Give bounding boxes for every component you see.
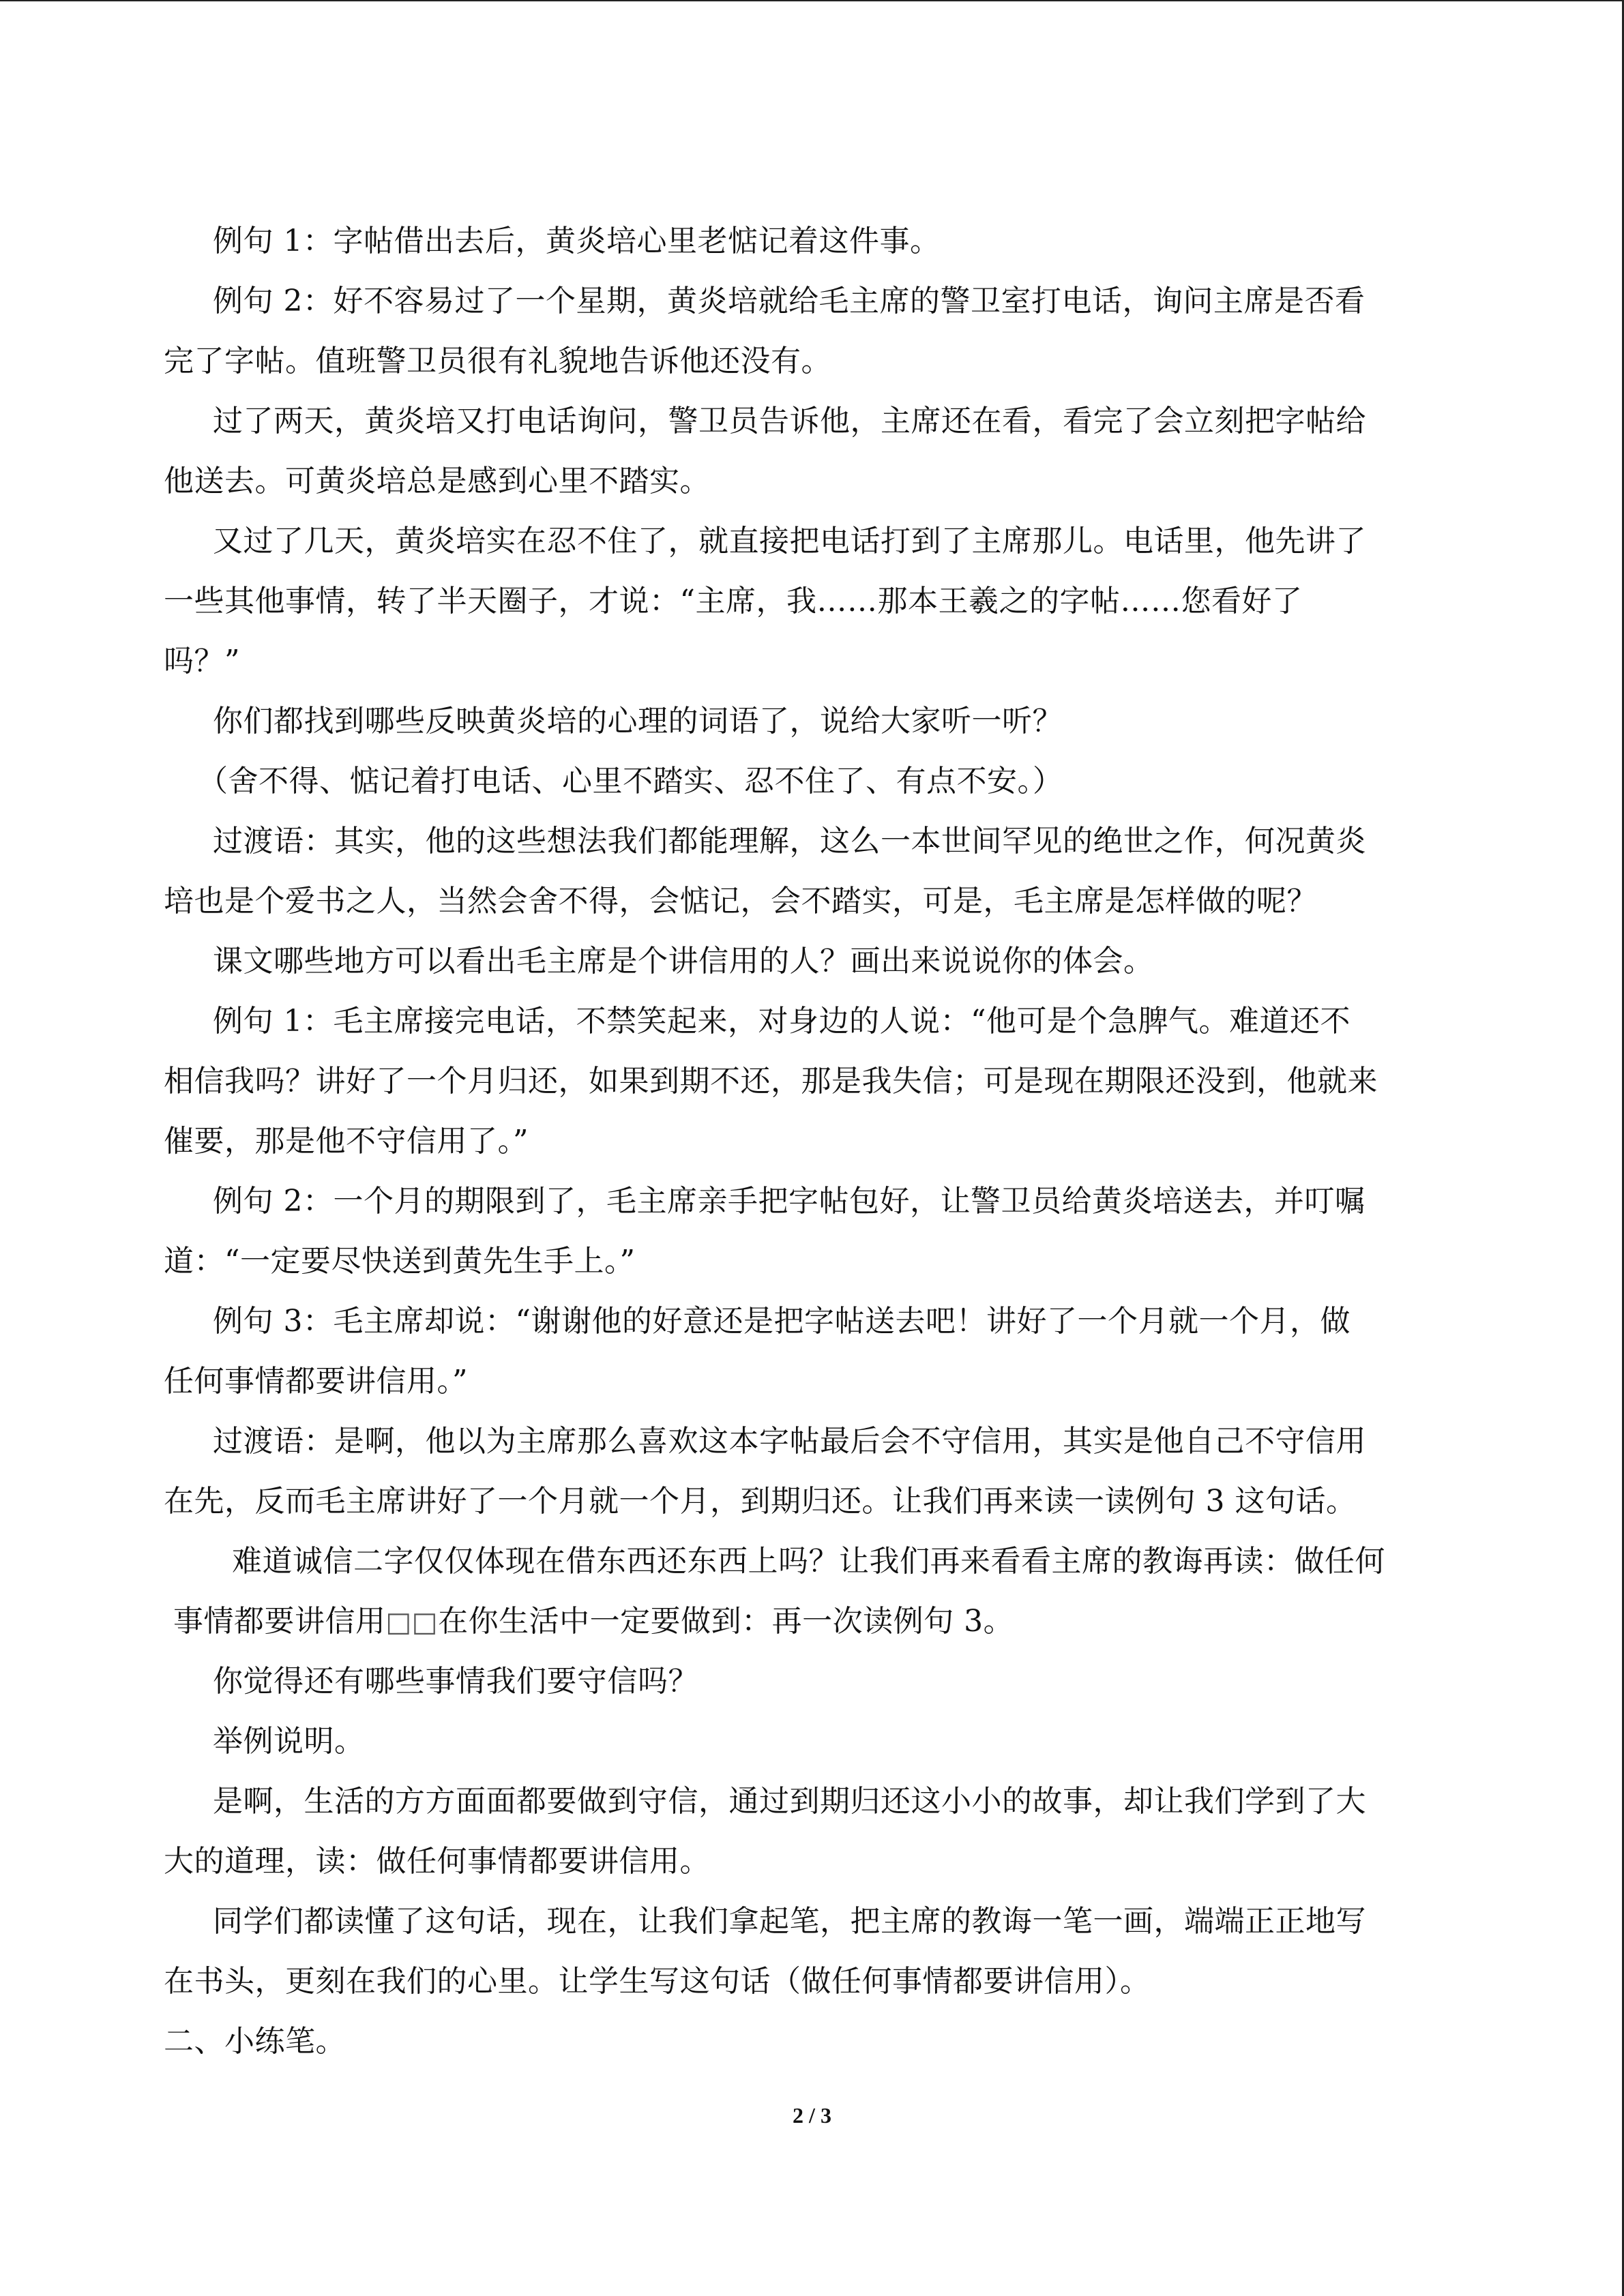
paragraph-line: 例句 1：字帖借出去后，黄炎培心里老惦记着这件事。 <box>213 224 941 258</box>
paragraph-line: 难道诚信二字仅仅体现在借东西还东西上吗？让我们再来看看主席的教诲再读：做任何 <box>232 1544 1385 1579</box>
paragraph-line: 同学们都读懂了这句话，现在，让我们拿起笔，把主席的教诲一笔一画，端端正正地写 <box>213 1904 1366 1939</box>
paragraph-line: 例句 1：毛主席接完电话，不禁笑起来，对身边的人说：“他可是个急脾气。难道还不 <box>213 1004 1350 1039</box>
paragraph-line: 在先，反而毛主席讲好了一个月就一个月，到期归还。让我们再来读一读例句 3 这句话。 <box>164 1484 1357 1519</box>
paragraph-line: 道：“一定要尽快送到黄先生手上。” <box>164 1244 636 1279</box>
paragraph-line: 他送去。可黄炎培总是感到心里不踏实。 <box>164 464 710 498</box>
paragraph-line: 例句 2：一个月的期限到了，毛主席亲手把字帖包好，让警卫员给黄炎培送去，并叮嘱 <box>213 1184 1365 1219</box>
paragraph-text: 事情都要讲信用 <box>173 1604 386 1639</box>
paragraph-line: 一些其他事情，转了半天圈子，才说：“主席，我……那本王羲之的字帖……您看好了 <box>164 584 1303 618</box>
paragraph-line: 相信我吗？讲好了一个月归还，如果到期不还，那是我失信；可是现在期限还没到，他就来 <box>164 1064 1378 1099</box>
paragraph-line: 例句 3：毛主席却说：“谢谢他的好意还是把字帖送去吧！讲好了一个月就一个月，做 <box>213 1304 1350 1339</box>
paragraph-line <box>164 1592 1473 1652</box>
paragraph-line: 完了字帖。值班警卫员很有礼貌地告诉他还没有。 <box>164 344 831 378</box>
paragraph-line: 过渡语：其实，他的这些想法我们都能理解，这么一本世间罕见的绝世之作，何况黄炎 <box>213 824 1366 859</box>
paragraph-line: 你们都找到哪些反映黄炎培的心理的词语了，说给大家听一听？ <box>213 704 1063 739</box>
page-top-border <box>0 0 1624 1</box>
paragraph-line: 过了两天，黄炎培又打电话询问，警卫员告诉他，主席还在看，看完了会立刻把字帖给 <box>213 404 1366 438</box>
section-heading: 二、小练笔。 <box>164 2024 346 2059</box>
paragraph-line: 例句 2：好不容易过了一个星期，黄炎培就给毛主席的警卫室打电话，询问主席是否看 <box>213 284 1365 318</box>
paragraph-line: 任何事情都要讲信用。” <box>164 1364 468 1399</box>
paragraph-line: 吗？” <box>164 644 240 679</box>
paragraph-text: 在你生活中一定要做到：再一次读例句 3。 <box>438 1604 1014 1639</box>
paragraph-line: 过渡语：是啊，他以为主席那么喜欢这本字帖最后会不守信用，其实是他自己不守信用 <box>213 1424 1366 1459</box>
paragraph-line: 催要，那是他不守信用了。” <box>164 1124 529 1159</box>
paragraph-line: 课文哪些地方可以看出毛主席是个讲信用的人？画出来说说你的体会。 <box>213 944 1154 979</box>
missing-glyph-boxes: □□ <box>385 1607 439 1638</box>
paragraph-line: 是啊，生活的方方面面都要做到守信，通过到期归还这小小的故事，却让我们学到了大 <box>213 1784 1366 1819</box>
paragraph-line: 举例说明。 <box>213 1724 365 1759</box>
document-body <box>164 211 1473 2072</box>
answer-line: （舍不得、惦记着打电话、心里不踏实、忍不住了、有点不安。） <box>198 764 1063 799</box>
paragraph-line: 在书头，更刻在我们的心里。让学生写这句话（做任何事情都要讲信用）。 <box>164 1964 1151 1999</box>
paragraph-line: 你觉得还有哪些事情我们要守信吗？ <box>213 1664 698 1699</box>
paragraph-line: 大的道理，读：做任何事情都要讲信用。 <box>164 1844 710 1879</box>
paragraph-line: 又过了几天，黄炎培实在忍不住了，就直接把电话打到了主席那儿。电话里，他先讲了 <box>213 524 1366 558</box>
paragraph-line: 培也是个爱书之人，当然会舍不得，会惦记，会不踏实，可是，毛主席是怎样做的呢？ <box>164 884 1317 919</box>
page-number: 2 / 3 <box>793 2103 831 2128</box>
